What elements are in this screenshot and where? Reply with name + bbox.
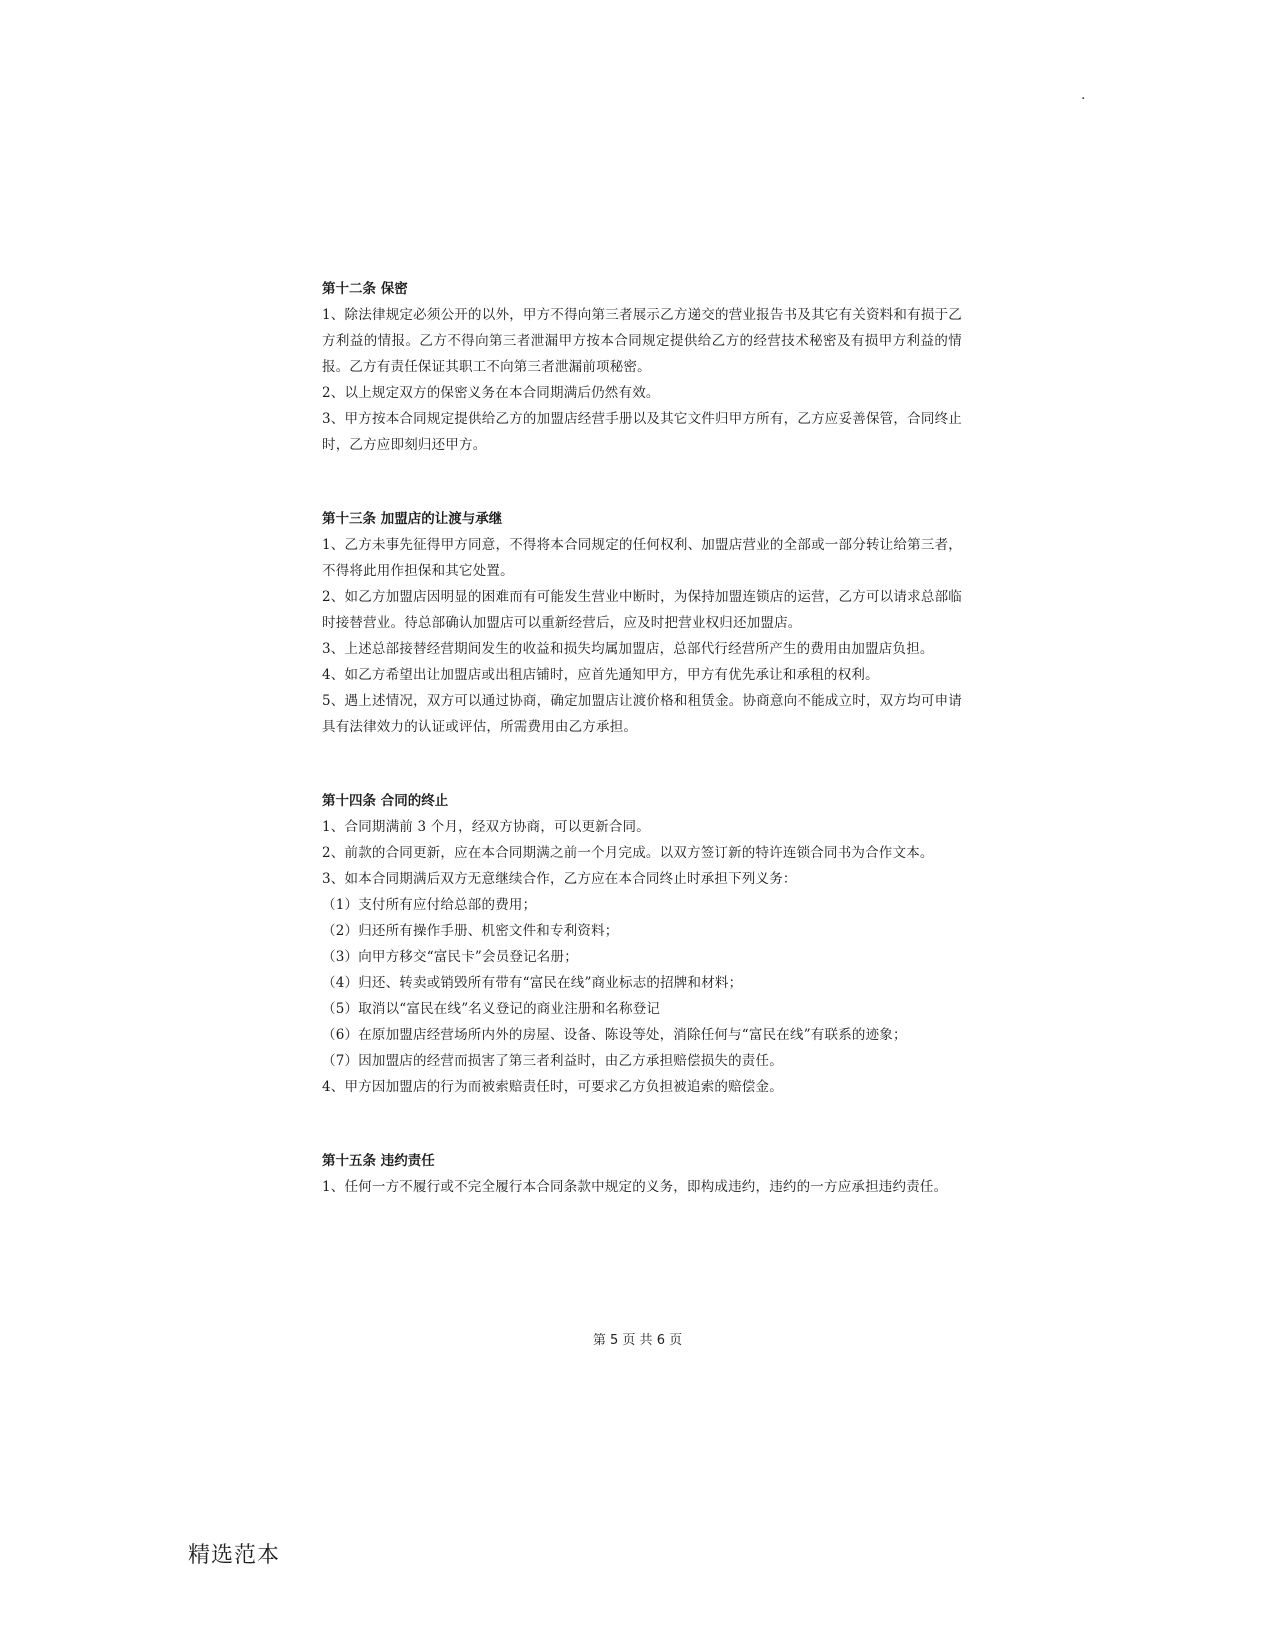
paragraph: 1、乙方未事先征得甲方同意，不得将本合同规定的任何权利、加盟店营业的全部或一部分转让给第三者，不得将此用作担保和其它处置。 [322, 537, 962, 579]
paragraph: 2、以上规定双方的保密义务在本合同期满后仍然有效。 [322, 385, 660, 401]
section-title: 第十二条 保密 [322, 281, 408, 297]
paragraph: 4、甲方因加盟店的行为而被索赔责任时，可要求乙方负担被追索的赔偿金。 [322, 1079, 783, 1095]
list-item: （6）在原加盟店经营场所内外的房屋、设备、陈设等处，消除任何与“富民在线”有联系的迹象； [322, 1027, 907, 1043]
section-title: 第十五条 违约责任 [322, 1153, 435, 1169]
paragraph: 3、如本合同期满后双方无意继续合作，乙方应在本合同终止时承担下列义务： [322, 871, 797, 887]
section-title: 第十四条 合同的终止 [322, 793, 449, 809]
document-body [322, 276, 962, 1200]
section-12-confidentiality [322, 276, 962, 458]
watermark-text: 精选范本 [188, 1543, 281, 1568]
paragraph: 2、前款的合同更新，应在本合同期满之前一个月完成。以双方签订新的特许连锁合同书为合作文本。 [322, 845, 934, 861]
corner-mark: . [1081, 87, 1086, 103]
section-title: 第十三条 加盟店的让渡与承继 [322, 511, 503, 527]
section-13-transfer [322, 506, 962, 740]
list-item: （4）归还、转卖或销毁所有带有“富民在线”商业标志的招牌和材料； [322, 975, 743, 991]
paragraph: 3、上述总部接替经营期间发生的收益和损失均属加盟店，总部代行经营所产生的费用由加盟店负担。 [322, 641, 934, 657]
list-item: （3）向甲方移交“富民卡”会员登记名册； [322, 949, 578, 965]
list-item: （7）因加盟店的经营而损害了第三者利益时，由乙方承担赔偿损失的责任。 [322, 1053, 783, 1069]
paragraph: 1、除法律规定必须公开的以外，甲方不得向第三者展示乙方递交的营业报告书及其它有关资料和有损于乙方利益的情报。乙方不得向第三者泄漏甲方按本合同规定提供给乙方的经营技术秘密及有损甲方利益的情报。乙方有责任保证其职工不向第三者泄漏前项秘密。 [322, 307, 962, 375]
paragraph: 3、甲方按本合同规定提供给乙方的加盟店经营手册以及其它文件归甲方所有，乙方应妥善保管，合同终止时，乙方应即刻归还甲方。 [322, 411, 962, 453]
paragraph: 5、遇上述情况，双方可以通过协商，确定加盟店让渡价格和租赁金。协商意向不能成立时，双方均可申请具有法律效力的认证或评估，所需费用由乙方承担。 [322, 693, 962, 735]
section-15-liability [322, 1148, 962, 1200]
paragraph: 2、如乙方加盟店因明显的困难而有可能发生营业中断时，为保持加盟连锁店的运营，乙方可以请求总部临时接替营业。待总部确认加盟店可以重新经营后，应及时把营业权归还加盟店。 [322, 589, 962, 631]
list-item: （5）取消以“富民在线”名义登记的商业注册和名称登记 [322, 1001, 661, 1017]
section-14-termination [322, 788, 962, 1100]
list-item: （1）支付所有应付给总部的费用； [322, 897, 537, 913]
page-number: 第 5 页 共 6 页 [592, 1333, 683, 1348]
paragraph: 1、合同期满前 3 个月，经双方协商，可以更新合同。 [322, 819, 650, 835]
list-item: （2）归还所有操作手册、机密文件和专利资料； [322, 923, 619, 939]
paragraph: 1、任何一方不履行或不完全履行本合同条款中规定的义务，即构成违约，违约的一方应承担违约责任。 [322, 1179, 948, 1195]
paragraph: 4、如乙方希望出让加盟店或出租店铺时，应首先通知甲方，甲方有优先承让和承租的权利。 [322, 667, 879, 683]
